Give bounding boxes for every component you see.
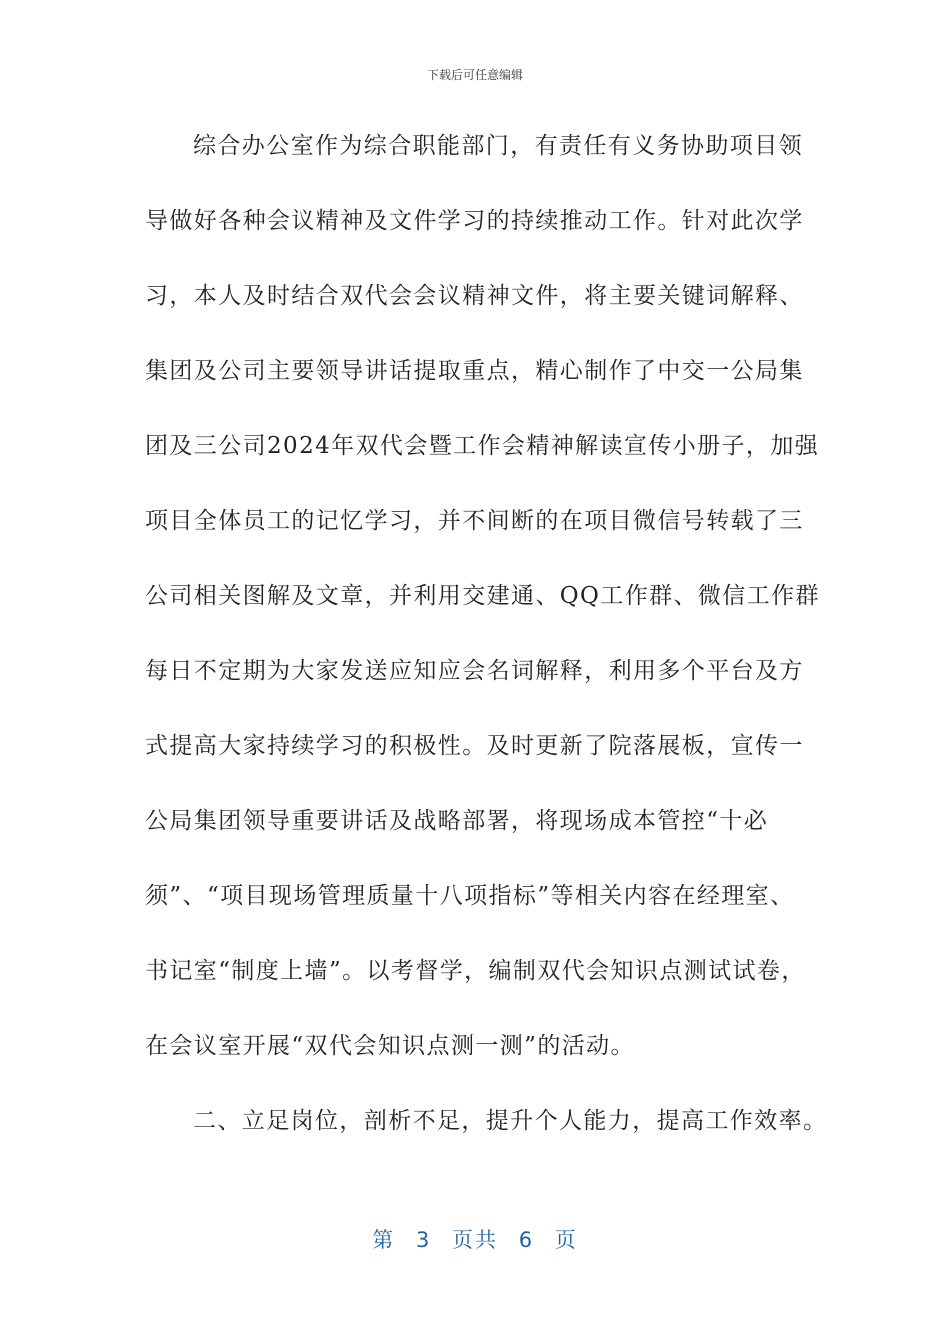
paragraph-line: 书记室“制度上墙”。以考督学，编制双代会知识点测试试卷， xyxy=(145,958,806,984)
total-pages: 6 xyxy=(518,1228,535,1252)
paragraph-line: 习，本人及时结合双代会会议精神文件，将主要关键词解释、 xyxy=(145,283,804,309)
paragraph-line: 在会议室开展“双代会知识点测一测”的活动。 xyxy=(145,1033,635,1059)
page-middle: 页共 xyxy=(452,1228,498,1252)
paragraph-line: 公局集团领导重要讲话及战略部署，将现场成本管控“十必 xyxy=(145,808,769,834)
paragraph-line: 须”、“项目现场管理质量十八项指标”等相关内容在经理室、 xyxy=(145,883,795,909)
paragraph-line: 式提高大家持续学习的积极性。及时更新了院落展板，宣传一 xyxy=(145,733,804,759)
paragraph-line: 公司相关图解及文章，并利用交建通、QQ工作群、微信工作群 xyxy=(145,583,820,609)
paragraph-line: 综合办公室作为综合职能部门，有责任有义务协助项目领 xyxy=(193,133,803,159)
page-header: 下载后可任意编辑 xyxy=(426,68,523,82)
paragraph-line: 团及三公司2024年双代会暨工作会精神解读宣传小册子，加强 xyxy=(145,433,820,459)
page-prefix: 第 xyxy=(372,1228,396,1252)
paragraph-line: 导做好各种会议精神及文件学习的持续推动工作。针对此次学 xyxy=(145,208,804,234)
paragraph-line: 集团及公司主要领导讲话提取重点，精心制作了中交一公局集 xyxy=(145,358,804,384)
page-suffix: 页 xyxy=(554,1228,578,1252)
document-body xyxy=(145,126,828,1176)
paragraph-line: 每日不定期为大家发送应知应会名词解释，利用多个平台及方 xyxy=(145,658,804,684)
current-page: 3 xyxy=(415,1228,432,1252)
page-number-footer xyxy=(0,1224,950,1254)
paragraph-line: 项目全体员工的记忆学习，并不间断的在项目微信号转载了三 xyxy=(145,508,804,534)
section-heading: 二、立足岗位，剖析不足，提升个人能力，提高工作效率。 xyxy=(193,1108,828,1134)
